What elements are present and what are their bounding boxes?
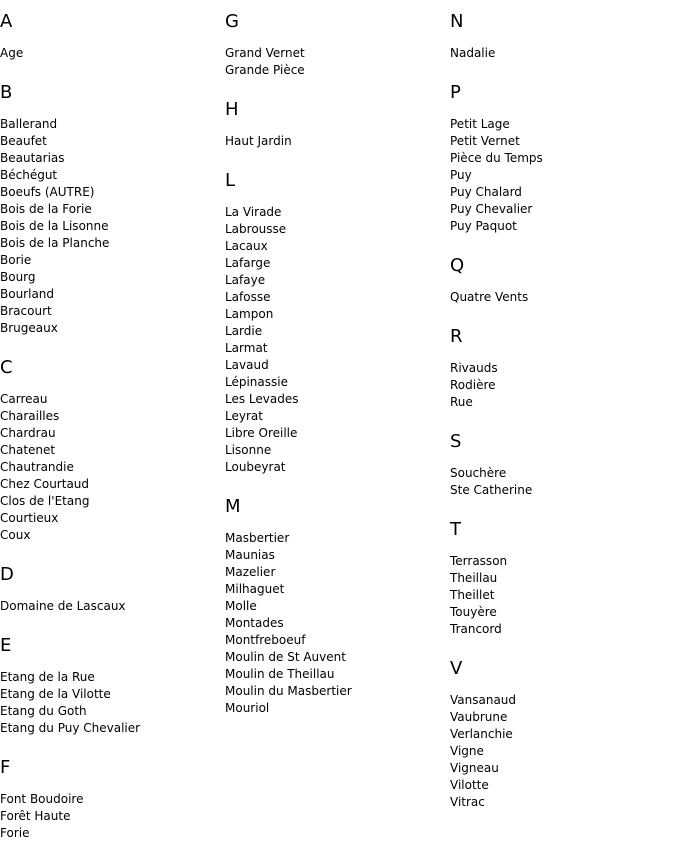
place-link[interactable]: Lacaux: [225, 239, 268, 253]
place-link[interactable]: Vitrac: [450, 795, 485, 809]
place-link[interactable]: Forêt Haute: [0, 809, 71, 823]
place-link[interactable]: Masbertier: [225, 531, 290, 545]
place-link[interactable]: Etang du Goth: [0, 704, 87, 718]
entry-list: [0, 45, 220, 62]
place-link[interactable]: Petit Lage: [450, 117, 510, 131]
place-link[interactable]: Lafaye: [225, 273, 266, 287]
place-link[interactable]: Lardie: [225, 324, 263, 338]
place-link[interactable]: Vansanaud: [450, 693, 517, 707]
place-link[interactable]: Chardrau: [0, 426, 56, 440]
letter-heading: Q: [450, 255, 465, 276]
entry-list: [225, 45, 445, 79]
letter-heading: C: [0, 357, 13, 378]
place-link[interactable]: Carreau: [0, 392, 48, 406]
place-link[interactable]: Grande Pièce: [225, 63, 305, 77]
letter-heading: N: [450, 11, 464, 32]
letter-group: [450, 327, 670, 411]
place-link[interactable]: Etang du Puy Chevalier: [0, 721, 141, 735]
place-link[interactable]: Bois de la Planche: [0, 236, 110, 250]
place-link[interactable]: Bois de la Lisonne: [0, 219, 109, 233]
place-link[interactable]: Leyrat: [225, 409, 263, 423]
letter-group: [0, 636, 220, 737]
place-link[interactable]: Libre Oreille: [225, 426, 298, 440]
place-link[interactable]: Petit Vernet: [450, 134, 520, 148]
place-link[interactable]: Chautrandie: [0, 460, 74, 474]
place-link[interactable]: Theillet: [450, 588, 495, 602]
place-link[interactable]: Chatenet: [0, 443, 56, 457]
letter-heading: A: [0, 11, 13, 32]
place-link[interactable]: Touyère: [450, 605, 497, 619]
place-link[interactable]: Larmat: [225, 341, 268, 355]
entry-list: [0, 116, 220, 337]
place-link[interactable]: Vaubrune: [450, 710, 508, 724]
place-link[interactable]: Font Boudoire: [0, 792, 84, 806]
place-link[interactable]: Moulin du Masbertier: [225, 684, 352, 698]
place-link[interactable]: Vigne: [450, 744, 484, 758]
letter-group: [450, 432, 670, 499]
entry-list: [450, 116, 670, 235]
letter-heading: G: [225, 11, 239, 32]
place-link[interactable]: Béchégut: [0, 168, 58, 182]
letter-group: [225, 497, 445, 717]
letter-heading: B: [0, 82, 13, 103]
letter-heading: V: [450, 658, 463, 679]
letter-heading: P: [450, 82, 461, 103]
place-link[interactable]: Lisonne: [225, 443, 272, 457]
letter-heading: T: [450, 519, 461, 540]
letter-group: [450, 83, 670, 235]
place-link[interactable]: Puy Chalard: [450, 185, 522, 199]
place-link[interactable]: Verlanchie: [450, 727, 513, 741]
place-link[interactable]: Mouriol: [225, 701, 270, 715]
index-column-3: [450, 12, 670, 832]
entry-list: [0, 791, 220, 842]
letter-group: [0, 565, 220, 615]
place-link[interactable]: Montfreboeuf: [225, 633, 306, 647]
entry-list: [450, 289, 670, 306]
place-link[interactable]: Coux: [0, 528, 31, 542]
letter-heading: R: [450, 326, 463, 347]
place-link[interactable]: Maunias: [225, 548, 275, 562]
entry-list: [225, 133, 445, 150]
entry-list: [450, 692, 670, 811]
place-link[interactable]: Montades: [225, 616, 284, 630]
place-link[interactable]: Etang de la Vilotte: [0, 687, 111, 701]
place-link[interactable]: Beaufet: [0, 134, 47, 148]
place-link[interactable]: Etang de la Rue: [0, 670, 95, 684]
place-link[interactable]: Bourg: [0, 270, 36, 284]
place-link[interactable]: Quatre Vents: [450, 290, 529, 304]
place-link[interactable]: Bourland: [0, 287, 55, 301]
place-link[interactable]: Forie: [0, 826, 30, 840]
entry-list: [225, 530, 445, 717]
letter-group: [0, 758, 220, 842]
letter-group: [225, 171, 445, 476]
place-link[interactable]: Puy Chevalier: [450, 202, 533, 216]
letter-group: [0, 83, 220, 337]
place-link[interactable]: Charailles: [0, 409, 60, 423]
letter-group: [0, 12, 220, 62]
place-link[interactable]: La Virade: [225, 205, 282, 219]
place-link[interactable]: Mazelier: [225, 565, 276, 579]
place-link[interactable]: Molle: [225, 599, 257, 613]
place-link[interactable]: Ballerand: [0, 117, 58, 131]
letter-heading: D: [0, 564, 14, 585]
place-link[interactable]: Rivauds: [450, 361, 498, 375]
entry-list: [225, 204, 445, 476]
place-link[interactable]: Lafosse: [225, 290, 271, 304]
place-link[interactable]: Haut Jardin: [225, 134, 292, 148]
letter-group: [450, 256, 670, 306]
place-link[interactable]: Chez Courtaud: [0, 477, 90, 491]
letter-heading: E: [0, 635, 12, 656]
place-link[interactable]: Lépinassie: [225, 375, 288, 389]
place-link[interactable]: Les Levades: [225, 392, 299, 406]
place-link[interactable]: Terrasson: [450, 554, 508, 568]
place-link[interactable]: Nadalie: [450, 46, 496, 60]
place-link[interactable]: Bois de la Forie: [0, 202, 92, 216]
index-column-1: [0, 12, 220, 863]
letter-heading: L: [225, 170, 236, 191]
place-link[interactable]: Puy Paquot: [450, 219, 517, 233]
place-link[interactable]: Boeufs (AUTRE): [0, 185, 95, 199]
place-link[interactable]: Bracourt: [0, 304, 52, 318]
place-link[interactable]: Moulin de Theillau: [225, 667, 335, 681]
place-link[interactable]: Loubeyrat: [225, 460, 286, 474]
place-link[interactable]: Ste Catherine: [450, 483, 533, 497]
place-link[interactable]: Age: [0, 46, 24, 60]
letter-group: [225, 100, 445, 150]
entry-list: [450, 360, 670, 411]
place-link[interactable]: Domaine de Lascaux: [0, 599, 126, 613]
letter-group: [450, 520, 670, 638]
entry-list: [0, 669, 220, 737]
place-link[interactable]: Vigneau: [450, 761, 499, 775]
letter-group: [450, 659, 670, 811]
place-link[interactable]: Labrousse: [225, 222, 287, 236]
letter-heading: H: [225, 99, 239, 120]
entry-list: [450, 45, 670, 62]
place-link[interactable]: Lampon: [225, 307, 274, 321]
place-link[interactable]: Theillau: [450, 571, 498, 585]
place-link[interactable]: Lavaud: [225, 358, 269, 372]
entry-list: [0, 391, 220, 544]
entry-list: [450, 553, 670, 638]
place-link[interactable]: Courtieux: [0, 511, 59, 525]
letter-group: [0, 358, 220, 544]
place-link[interactable]: Puy: [450, 168, 472, 182]
letter-group: [225, 12, 445, 79]
letter-group: [450, 12, 670, 62]
place-link[interactable]: Trancord: [450, 622, 502, 636]
place-link[interactable]: Rue: [450, 395, 473, 409]
place-link[interactable]: Lafarge: [225, 256, 271, 270]
place-link[interactable]: Pièce du Temps: [450, 151, 543, 165]
place-link[interactable]: Souchère: [450, 466, 507, 480]
place-link[interactable]: Milhaguet: [225, 582, 285, 596]
place-link[interactable]: Moulin de St Auvent: [225, 650, 346, 664]
index-column-2: [225, 12, 445, 738]
place-link[interactable]: Borie: [0, 253, 32, 267]
entry-list: [450, 465, 670, 499]
letter-heading: M: [225, 496, 241, 517]
place-link[interactable]: Brugeaux: [0, 321, 58, 335]
entry-list: [0, 598, 220, 615]
letter-heading: F: [0, 757, 11, 778]
letter-heading: S: [450, 431, 462, 452]
place-link[interactable]: Clos de l'Etang: [0, 494, 90, 508]
place-link[interactable]: Beautarias: [0, 151, 65, 165]
place-link[interactable]: Vilotte: [450, 778, 489, 792]
place-link[interactable]: Rodière: [450, 378, 496, 392]
place-link[interactable]: Grand Vernet: [225, 46, 305, 60]
